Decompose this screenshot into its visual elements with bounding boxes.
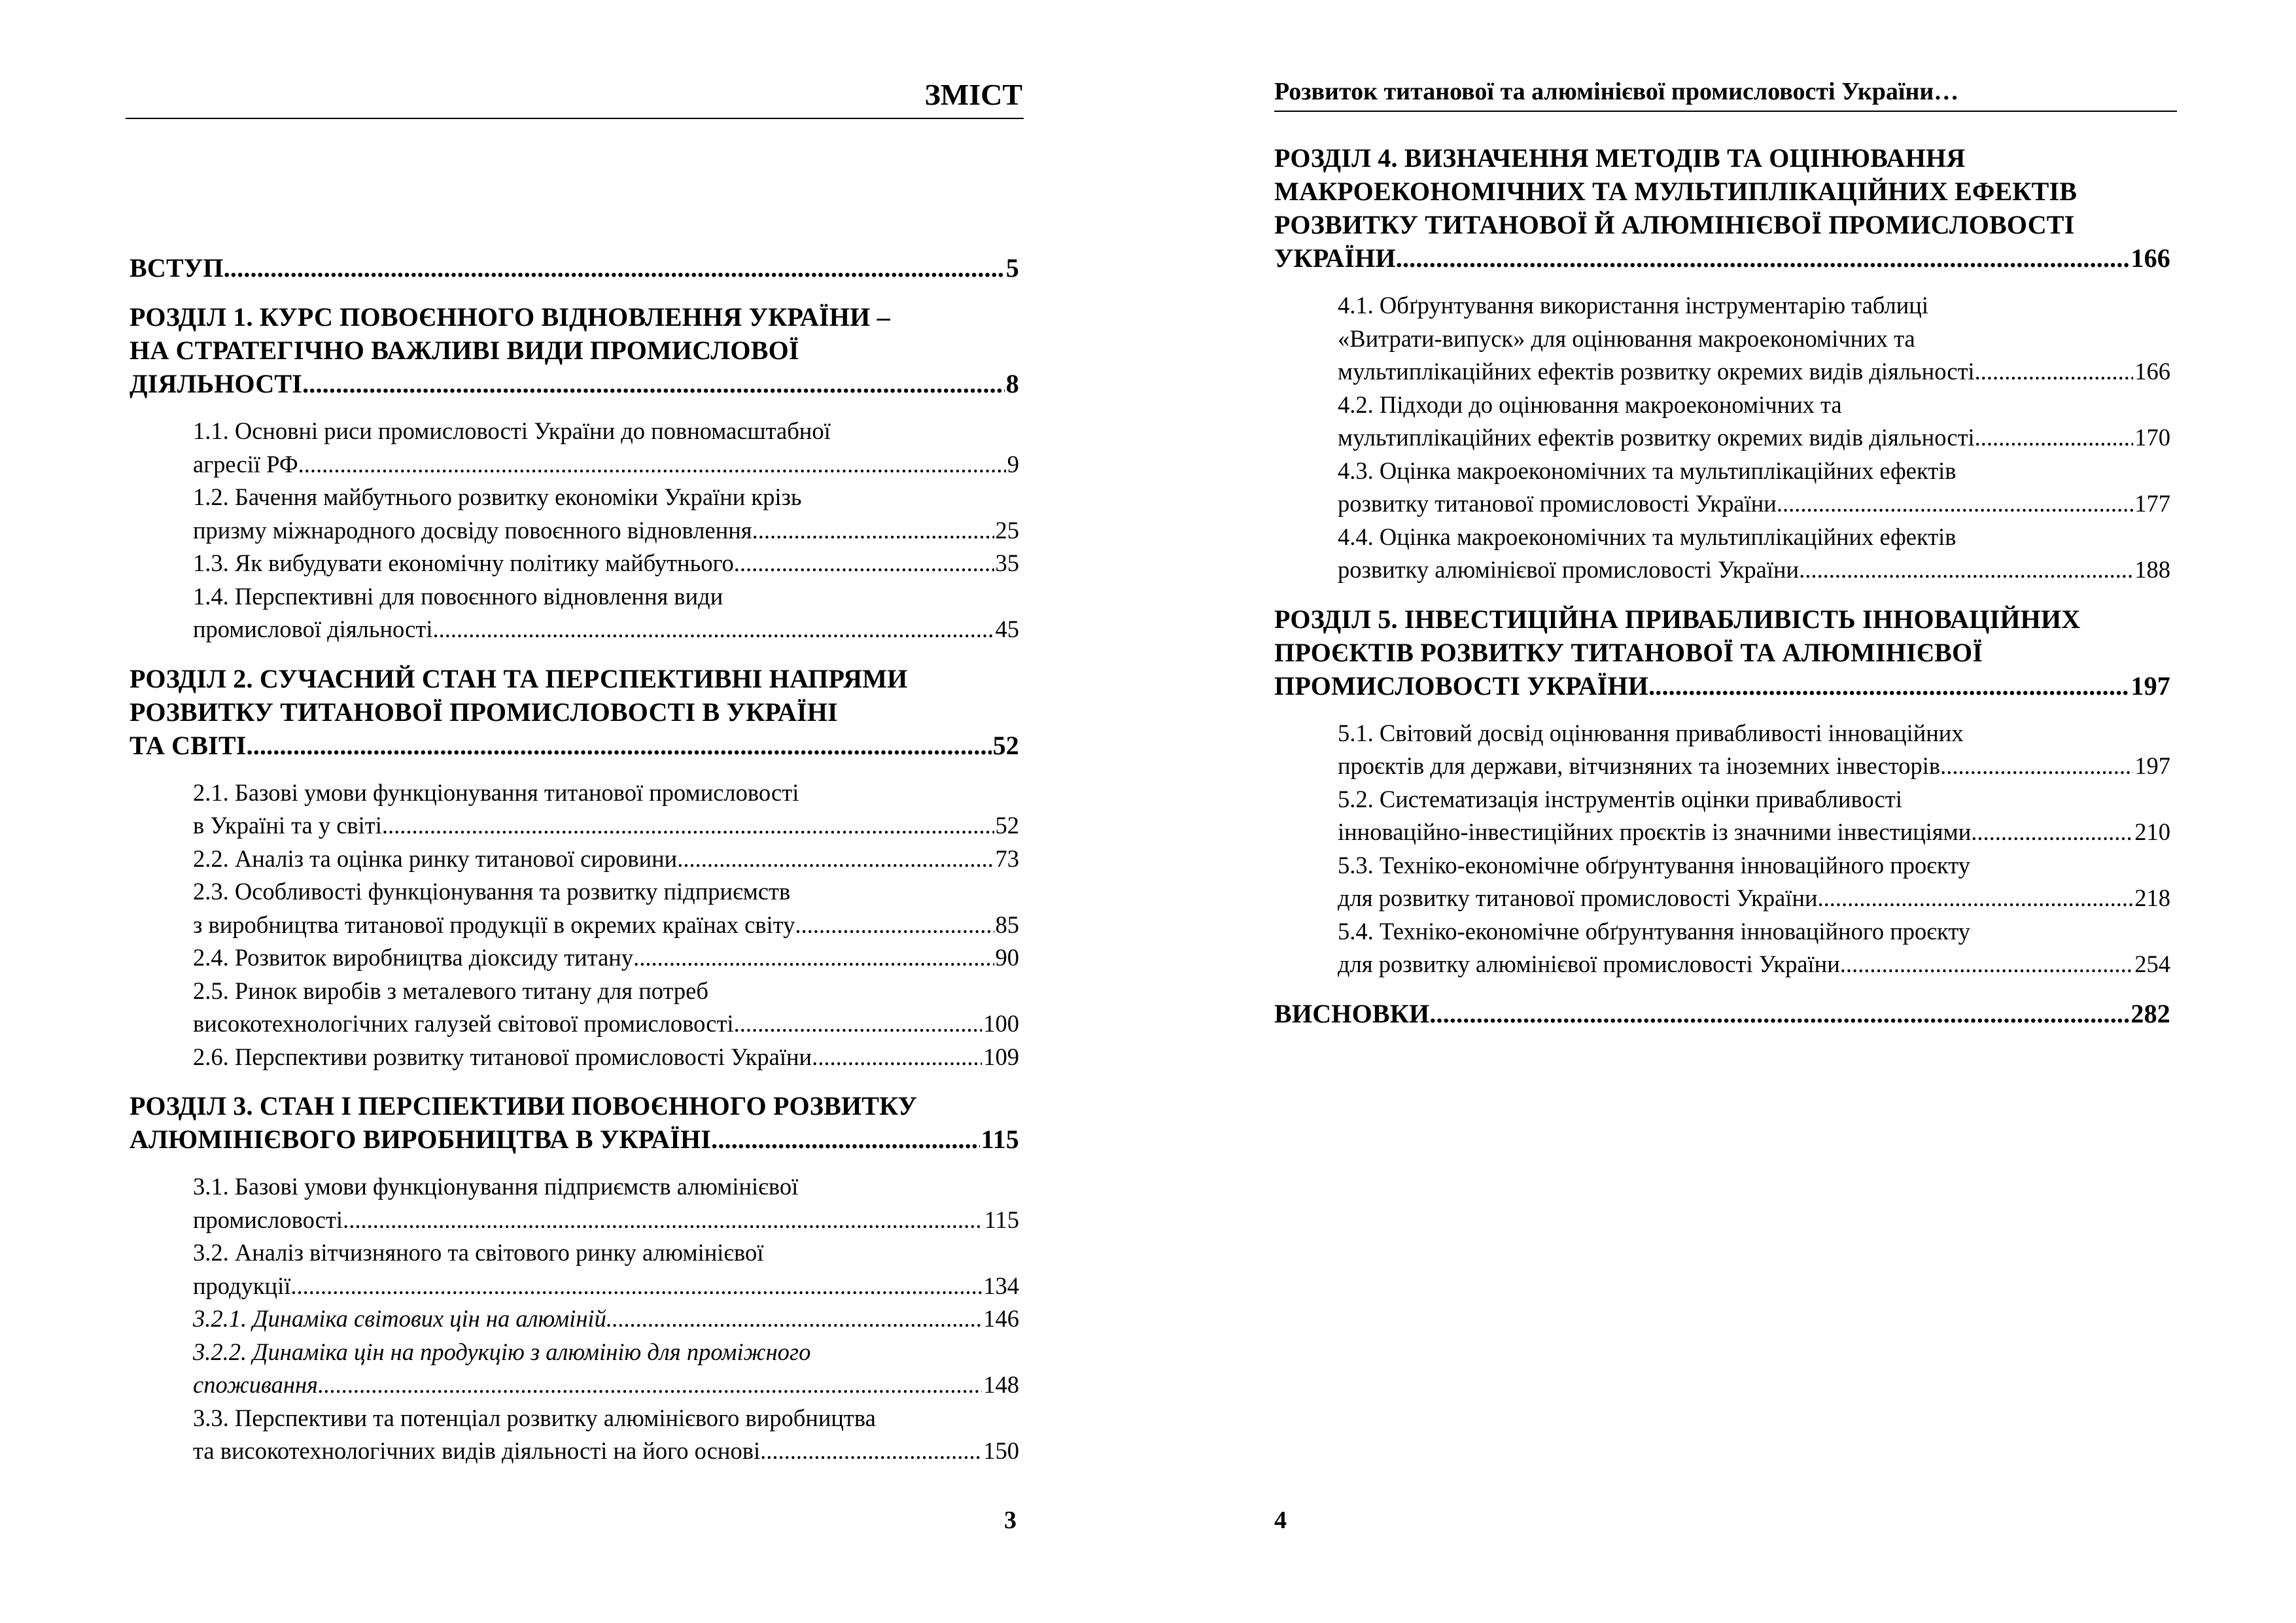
toc-entry-line bbox=[193, 875, 1019, 909]
toc-page-number: 218 bbox=[2134, 884, 2170, 911]
toc-entry-title: АЛЮМІНІЄВОГО ВИРОБНИЦТВА В УКРАЇНІ bbox=[130, 1125, 712, 1154]
toc-entry-title: призму міжнародного досвіду повоєнного відновлення bbox=[193, 516, 752, 544]
toc-entry-line bbox=[1338, 882, 2170, 915]
toc-entry-line bbox=[1338, 717, 2170, 750]
dot-leader bbox=[606, 1302, 982, 1336]
toc-entry-title: РОЗДІЛ 5. ІНВЕСТИЦІЙНА ПРИВАБЛИВІСТЬ ІННОВАЦІЙНИХ bbox=[1274, 604, 2081, 634]
toc-page-number: 146 bbox=[983, 1305, 1019, 1332]
toc-entry-title: для розвитку титанової промисловості України bbox=[1338, 884, 1818, 911]
toc-entry-title: 5.1. Світовий досвід оцінювання привабливості інноваційних bbox=[1338, 719, 1964, 746]
toc-entry-line bbox=[193, 1369, 1019, 1402]
toc-page-number: 85 bbox=[995, 911, 1019, 938]
toc-section-entry[interactable] bbox=[130, 1041, 1019, 1074]
toc-entry-line bbox=[130, 334, 1019, 367]
toc-entry-title: РОЗВИТКУ ТИТАНОВОЇ ПРОМИСЛОВОСТІ В УКРАЇНІ bbox=[130, 697, 838, 727]
toc-entry-title: РОЗДІЛ 4. ВИЗНАЧЕННЯ МЕТОДІВ ТА ОЦІНЮВАННЯ bbox=[1274, 143, 1966, 173]
toc-entry-line bbox=[1274, 175, 2170, 208]
toc-entry-line bbox=[1338, 553, 2170, 587]
toc-section-entry[interactable] bbox=[130, 481, 1019, 547]
toc-section-entry[interactable] bbox=[130, 777, 1019, 843]
toc-entry-title: інноваційно-інвестиційних проєктів із значними інвестиціями bbox=[1338, 818, 1972, 845]
toc-entry-title: 4.3. Оцінка макроекономічних та мультиплікаційних ефектів bbox=[1338, 457, 1957, 484]
toc-entry-title: «Витрати-випуск» для оцінювання макроекономічних та bbox=[1338, 324, 1915, 352]
page-number: 4 bbox=[1274, 1507, 1287, 1534]
toc-entry-line bbox=[193, 1236, 1019, 1270]
toc-entry-title: ПРОМИСЛОВОСТІ УКРАЇНИ bbox=[1274, 671, 1649, 701]
dot-leader bbox=[1818, 882, 2134, 915]
toc-entry-line bbox=[130, 662, 1019, 695]
toc-entry-line bbox=[1274, 241, 2170, 275]
dot-leader bbox=[432, 613, 994, 646]
right-page bbox=[1148, 0, 2296, 1623]
toc-entry-title: 4.1. Обґрунтування використання інструментарію таблиці bbox=[1338, 292, 1928, 319]
toc-entry-line bbox=[193, 809, 1019, 843]
toc-chapter-entry[interactable] bbox=[1274, 997, 2170, 1030]
toc-section-entry[interactable] bbox=[1274, 717, 2170, 783]
toc-entry-title: продукції bbox=[193, 1272, 291, 1299]
toc-entry-line bbox=[193, 1336, 1019, 1369]
dot-leader bbox=[290, 1270, 982, 1303]
toc-entry-line bbox=[130, 300, 1019, 334]
toc-section-entry[interactable] bbox=[130, 580, 1019, 646]
toc-entry-line bbox=[130, 1089, 1019, 1123]
toc-entry-title: 5.4. Техніко-економічне обґрунтування інноваційного проєкту bbox=[1338, 917, 1970, 945]
toc-page-number: 5 bbox=[1005, 253, 1019, 283]
toc-section-entry[interactable] bbox=[130, 1336, 1019, 1402]
running-header: Розвиток титанової та алюмінієвої промисловості України… bbox=[1274, 78, 1959, 105]
toc-entry-title: розвитку титанової промисловості України bbox=[1338, 490, 1777, 517]
toc-section-entry[interactable] bbox=[130, 975, 1019, 1041]
toc-section-entry[interactable] bbox=[130, 415, 1019, 481]
toc-page-number: 115 bbox=[981, 1125, 1019, 1154]
toc-page-number: 210 bbox=[2134, 818, 2170, 845]
toc-entry-line bbox=[193, 777, 1019, 810]
toc-entry-title: 1.4. Перспективні для повоєнного відновлення види bbox=[193, 582, 723, 610]
toc-page-number: 148 bbox=[983, 1371, 1019, 1398]
toc-entry-line bbox=[1338, 816, 2170, 849]
toc-page-number: 45 bbox=[995, 616, 1019, 642]
toc-entry-line bbox=[1338, 455, 2170, 488]
toc-entry-line bbox=[130, 695, 1019, 729]
toc-section-entry[interactable] bbox=[1274, 521, 2170, 587]
toc-chapter-entry[interactable] bbox=[130, 251, 1019, 285]
toc-entry-line bbox=[130, 367, 1019, 400]
toc-section-entry[interactable] bbox=[1274, 849, 2170, 915]
toc-section-entry[interactable] bbox=[1274, 455, 2170, 521]
toc-section-entry[interactable] bbox=[130, 1402, 1019, 1468]
toc-entry-title: промисловості bbox=[193, 1206, 343, 1233]
dot-leader bbox=[795, 909, 994, 942]
dot-leader bbox=[382, 809, 994, 843]
toc-entry-line bbox=[1338, 487, 2170, 521]
toc-entry-title: ВИСНОВКИ bbox=[1274, 998, 1430, 1028]
toc-entry-title: РОЗДІЛ 2. СУЧАСНИЙ СТАН ТА ПЕРСПЕКТИВНІ НАПРЯМИ bbox=[130, 663, 908, 693]
toc-section-entry[interactable] bbox=[130, 875, 1019, 941]
toc-entry-title: ПРОЄКТІВ РОЗВИТКУ ТИТАНОВОЇ ТА АЛЮМІНІЄВОЇ bbox=[1274, 637, 1983, 667]
dot-leader bbox=[302, 367, 1005, 400]
dot-leader bbox=[734, 547, 994, 580]
dot-leader bbox=[1971, 816, 2133, 849]
dot-leader bbox=[1429, 997, 2129, 1030]
toc-section-entry[interactable] bbox=[130, 843, 1019, 876]
toc-entry-line bbox=[193, 415, 1019, 448]
dot-leader bbox=[1840, 948, 2134, 981]
toc-entry-title: промислової діяльності bbox=[193, 616, 433, 642]
toc-entry-line bbox=[1338, 849, 2170, 882]
toc-entry-title: розвитку алюмінієвої промисловості України bbox=[1338, 556, 1800, 583]
header-rule bbox=[1274, 111, 2177, 112]
toc-entry-title: УКРАЇНИ bbox=[1274, 243, 1396, 273]
toc-entry-title: 2.5. Ринок виробів з металевого титану для потреб bbox=[193, 977, 708, 1004]
toc-entry-line bbox=[193, 1170, 1019, 1204]
toc-page-number: 100 bbox=[983, 1010, 1019, 1037]
toc-entry-line bbox=[130, 1123, 1019, 1156]
toc-entry-title: високотехнологічних галузей світової промисловості bbox=[193, 1010, 734, 1037]
dot-leader bbox=[1648, 669, 2129, 703]
toc-page-number: 282 bbox=[2131, 998, 2170, 1028]
toc-entry-line bbox=[1338, 389, 2170, 422]
toc-page-number: 52 bbox=[995, 812, 1019, 839]
dot-leader bbox=[224, 251, 1005, 285]
toc-entry-title: мультиплікаційних ефектів розвитку окремих видів діяльності bbox=[1338, 358, 1975, 385]
toc-page-number: 73 bbox=[995, 845, 1019, 872]
toc-entry-title: 3.3. Перспективи та потенціал розвитку алюмінієвого виробництва bbox=[193, 1404, 876, 1431]
toc-entry-line bbox=[1274, 141, 2170, 175]
toc-entry-title: 1.1. Основні риси промисловості України до повномасштабної bbox=[193, 417, 831, 444]
toc-entry-line bbox=[193, 909, 1019, 942]
toc-entry-title: 3.2. Аналіз вітчизняного та світового ринку алюмінієвої bbox=[193, 1239, 764, 1266]
toc-entry-title: 4.4. Оцінка макроекономічних та мультиплікаційних ефектів bbox=[1338, 523, 1957, 550]
toc-entry-title: 5.2. Систематизація інструментів оцінки привабливості bbox=[1338, 785, 1902, 812]
dot-leader bbox=[633, 941, 994, 975]
toc-entry-line bbox=[193, 1270, 1019, 1303]
toc-page-number: 177 bbox=[2134, 490, 2170, 517]
toc-entry-title: 3.1. Базові умови функціонування підприємств алюмінієвої bbox=[193, 1173, 799, 1200]
toc-left bbox=[130, 251, 1019, 1468]
dot-leader bbox=[1975, 421, 2134, 455]
toc-page-number: 134 bbox=[983, 1272, 1019, 1299]
toc-entry-title: 4.2. Підходи до оцінювання макроекономічних та bbox=[1338, 391, 1842, 418]
toc-entry-line bbox=[1274, 602, 2170, 636]
toc-entry-title: 2.4. Розвиток виробництва діоксиду титану bbox=[193, 944, 634, 971]
toc-chapter-entry[interactable] bbox=[1274, 141, 2170, 275]
toc-entry-title: 2.2. Аналіз та оцінка ринку титанової сировини bbox=[193, 845, 678, 872]
toc-page-number: 170 bbox=[2134, 424, 2170, 451]
toc-entry-line bbox=[1274, 997, 2170, 1030]
toc-entry-line bbox=[193, 1402, 1019, 1435]
toc-entry-line bbox=[193, 1204, 1019, 1237]
dot-leader bbox=[734, 1007, 983, 1041]
toc-section-entry[interactable] bbox=[1274, 783, 2170, 849]
dot-leader bbox=[812, 1041, 982, 1074]
toc-entry-line bbox=[1274, 208, 2170, 241]
toc-chapter-entry[interactable] bbox=[130, 300, 1019, 400]
toc-entry-title: агресії РФ bbox=[193, 450, 298, 478]
toc-entry-line bbox=[193, 613, 1019, 646]
toc-entry-line bbox=[193, 941, 1019, 975]
toc-page-number: 115 bbox=[984, 1206, 1019, 1233]
toc-entry-title: в Україні та у світі bbox=[193, 812, 382, 839]
toc-page-number: 35 bbox=[995, 550, 1019, 576]
dot-leader bbox=[760, 1435, 982, 1468]
toc-page-number: 197 bbox=[2131, 671, 2170, 701]
toc-entry-title: для розвитку алюмінієвої промисловості України bbox=[1338, 951, 1840, 977]
toc-entry-line bbox=[1338, 915, 2170, 949]
toc-entry-line bbox=[1338, 421, 2170, 455]
toc-chapter-entry[interactable] bbox=[130, 662, 1019, 762]
toc-entry-line bbox=[1338, 323, 2170, 356]
toc-entry-line bbox=[193, 547, 1019, 580]
toc-entry-title: 5.3. Техніко-економічне обґрунтування інноваційного проєкту bbox=[1338, 851, 1970, 879]
toc-section-entry[interactable] bbox=[1274, 389, 2170, 455]
toc-entry-line bbox=[1338, 750, 2170, 783]
toc-entry-title: мультиплікаційних ефектів розвитку окремих видів діяльності bbox=[1338, 424, 1975, 451]
toc-entry-line bbox=[1338, 783, 2170, 816]
toc-entry-title: ДІЯЛЬНОСТІ bbox=[130, 369, 303, 398]
toc-entry-line bbox=[193, 1007, 1019, 1041]
toc-entry-title: 3.2.1. Динаміка світових цін на алюміній bbox=[193, 1305, 606, 1332]
toc-entry-line bbox=[130, 251, 1019, 285]
toc-entry-line bbox=[193, 448, 1019, 481]
page-number: 3 bbox=[1004, 1507, 1017, 1534]
toc-entry-line bbox=[193, 481, 1019, 514]
toc-entry-title: НА СТРАТЕГІЧНО ВАЖЛИВІ ВИДИ ПРОМИСЛОВОЇ bbox=[130, 336, 799, 365]
dot-leader bbox=[752, 514, 994, 548]
toc-entry-line bbox=[193, 1435, 1019, 1468]
toc-entry-line bbox=[1338, 289, 2170, 323]
toc-entry-line bbox=[1338, 355, 2170, 389]
toc-entry-line bbox=[130, 729, 1019, 762]
dot-leader bbox=[247, 729, 992, 762]
toc-entry-line bbox=[193, 580, 1019, 614]
dot-leader bbox=[1777, 487, 2133, 521]
toc-page-number: 197 bbox=[2134, 752, 2170, 779]
toc-page-number: 52 bbox=[992, 730, 1019, 760]
toc-chapter-entry[interactable] bbox=[1274, 602, 2170, 703]
toc-entry-title: 1.3. Як вибудувати економічну політику майбутнього bbox=[193, 550, 734, 576]
toc-entry-line bbox=[1338, 521, 2170, 554]
toc-entry-title: ВСТУП bbox=[130, 253, 224, 283]
toc-entry-line bbox=[1274, 636, 2170, 669]
toc-section-entry[interactable] bbox=[1274, 915, 2170, 981]
toc-entry-title: РОЗВИТКУ ТИТАНОВОЇ Й АЛЮМІНІЄВОЇ ПРОМИСЛОВОСТІ bbox=[1274, 210, 2075, 239]
toc-section-entry[interactable] bbox=[1274, 289, 2170, 389]
toc-section-entry[interactable] bbox=[130, 941, 1019, 975]
header-rule bbox=[126, 118, 1024, 119]
toc-page-number: 109 bbox=[983, 1043, 1019, 1070]
toc-entry-title: 2.1. Базові умови функціонування титанової промисловості bbox=[193, 778, 799, 806]
toc-section-entry[interactable] bbox=[130, 547, 1019, 580]
toc-entry-line bbox=[193, 1041, 1019, 1074]
toc-entry-title: споживання bbox=[193, 1371, 319, 1398]
toc-entry-title: проєктів для держави, вітчизняних та іноземних інвесторів bbox=[1338, 752, 1941, 779]
toc-entry-line bbox=[1274, 669, 2170, 703]
toc-right bbox=[1274, 141, 2170, 1045]
dot-leader bbox=[1975, 355, 2134, 389]
toc-entry-title: ТА СВІТІ bbox=[130, 730, 247, 760]
toc-page-number: 166 bbox=[2131, 243, 2170, 273]
toc-entry-title: 2.3. Особливості функціонування та розвитку підприємств bbox=[193, 878, 791, 905]
toc-entry-title: та високотехнологічних видів діяльності на його основі bbox=[193, 1437, 761, 1464]
toc-section-entry[interactable] bbox=[130, 1302, 1019, 1336]
toc-page-number: 9 bbox=[1007, 450, 1019, 478]
toc-page-number: 254 bbox=[2134, 951, 2170, 977]
dot-leader bbox=[711, 1123, 979, 1156]
toc-page-number: 8 bbox=[1005, 369, 1019, 398]
toc-page-number: 150 bbox=[983, 1437, 1019, 1464]
toc-section-entry[interactable] bbox=[130, 1170, 1019, 1236]
toc-entry-title: МАКРОЕКОНОМІЧНИХ ТА МУЛЬТИПЛІКАЦІЙНИХ ЕФЕКТІВ bbox=[1274, 177, 2078, 206]
toc-chapter-entry[interactable] bbox=[130, 1089, 1019, 1156]
toc-entry-line bbox=[193, 843, 1019, 876]
toc-entry-line bbox=[193, 975, 1019, 1008]
dot-leader bbox=[318, 1369, 982, 1402]
dot-leader bbox=[1799, 553, 2133, 587]
dot-leader bbox=[1940, 750, 2133, 783]
toc-page-number: 25 bbox=[995, 516, 1019, 544]
dot-leader bbox=[343, 1204, 983, 1237]
dot-leader bbox=[1396, 241, 2130, 275]
toc-page-number: 188 bbox=[2134, 556, 2170, 583]
toc-entry-title: з виробництва титанової продукції в окремих країнах світу bbox=[193, 911, 795, 938]
dot-leader bbox=[298, 448, 1006, 481]
toc-entry-title: 1.2. Бачення майбутнього розвитку економіки України крізь bbox=[193, 483, 802, 510]
toc-entry-title: РОЗДІЛ 1. КУРС ПОВОЄННОГО ВІДНОВЛЕННЯ УКРАЇНИ – bbox=[130, 302, 890, 332]
toc-entry-line bbox=[193, 1302, 1019, 1336]
toc-page-number: 90 bbox=[995, 944, 1019, 971]
toc-entry-title: РОЗДІЛ 3. СТАН І ПЕРСПЕКТИВИ ПОВОЄННОГО РОЗВИТКУ bbox=[130, 1091, 918, 1121]
toc-entry-line bbox=[1338, 948, 2170, 981]
toc-entry-line bbox=[193, 514, 1019, 548]
toc-page-number: 166 bbox=[2134, 358, 2170, 385]
toc-entry-title: 3.2.2. Динаміка цін на продукцію з алюмінію для проміжного bbox=[193, 1338, 811, 1365]
page-title: ЗМІСТ bbox=[924, 78, 1022, 111]
toc-entry-title: 2.6. Перспективи розвитку титанової промисловості України bbox=[193, 1043, 812, 1070]
dot-leader bbox=[677, 843, 994, 876]
toc-section-entry[interactable] bbox=[130, 1236, 1019, 1302]
